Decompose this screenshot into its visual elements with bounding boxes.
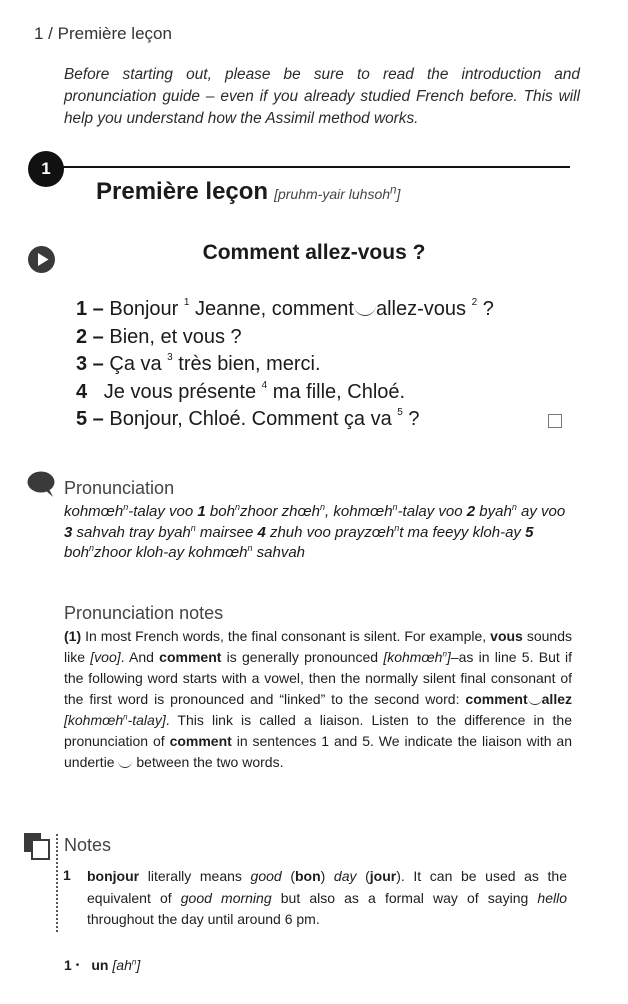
pronunciation-segment: n xyxy=(190,522,196,533)
dialogue-line-1: 1 – Bonjour $^1$ Jeanne, comment allez-vous $^2$ ? xyxy=(76,297,494,320)
note-number: 1 xyxy=(63,867,71,883)
pronunciation-segment: zhoor kloh-ay kohmœh xyxy=(94,544,248,561)
pronunciation-segment: boh xyxy=(205,503,235,520)
note-text: bonjour literally means good (bon) day (jour). It can be used as the equivalent of good morning but also as a formal way of saying hello throughout the day until around 6 pm. xyxy=(87,868,567,927)
liaison-tie xyxy=(354,305,376,316)
lesson-divider xyxy=(58,166,570,168)
pronunciation-segment: n xyxy=(234,502,240,512)
dialogue-line-3: 3 – Ça va $^3$ très bien, merci. xyxy=(76,352,321,375)
lesson-title xyxy=(96,178,400,206)
pronunciation-segment: sahvah tray byah xyxy=(72,523,191,541)
lesson-number-badge: 1 xyxy=(28,151,64,187)
pronunciation-segment: n xyxy=(123,502,129,512)
pronunciation-segment: byah xyxy=(475,503,512,520)
pronunciation-segment: ay voo xyxy=(516,503,566,520)
dialogue-lines xyxy=(76,296,494,434)
pronunciation-segment: mairsee xyxy=(195,523,258,541)
speech-bubble-icon xyxy=(26,470,56,498)
lesson-title-text: Première leçon xyxy=(96,178,269,205)
pronunciation-line-number: 3 xyxy=(64,523,73,541)
page-number: 1 xyxy=(64,957,72,973)
pronunciation-line-number: 1 xyxy=(197,503,206,520)
pronunciation-segment: sahvah xyxy=(252,544,306,561)
pronunciation-segment: zhoor zhœh xyxy=(239,503,321,520)
dialogue-line-2: 2 – Bien, et vous ? xyxy=(76,325,242,348)
dialogue-line-4: 4 Je vous présente $^4$ ma fille, Chloé. xyxy=(76,379,406,403)
pronunciation-segment: n xyxy=(511,502,517,512)
pronunciation-notes-text: (1) In most French words, the final consonant is silent. For example, vous sounds like [voo]. And comment is generally pronounced [kohmœh$^n$]–as in line 5. But if the following word starts with a vowel, then the normally silent final consonant of the first word is pronounced and “linked” to the second word: comment allez [kohmœh$^n$-talay]. This link is called a liaison. Listen to the difference in the pronunciation of comment in sentences 1 and 5. We indicate the liaison with an undertie between the two words. xyxy=(64,628,573,770)
running-head: 1 / Première leçon xyxy=(34,24,172,43)
pronunciation-segment: n xyxy=(320,502,326,512)
pronunciation-segment: zhuh voo prayzœh xyxy=(265,523,395,541)
footer-number-pronunciation: $[ah^n]$ xyxy=(112,957,141,973)
pronunciation-segment: n xyxy=(392,502,398,512)
notes-icon xyxy=(23,832,51,860)
pronunciation-text xyxy=(64,502,576,564)
undertie-sample xyxy=(118,759,132,768)
pronunciation-line-number: 5 xyxy=(525,523,534,541)
pronunciation-segment: kohmœh xyxy=(64,503,124,520)
pronunciation-segment: t ma feeyy kloh-ay xyxy=(399,523,526,541)
footer-number-word: un xyxy=(91,957,109,973)
pronunciation-segment: boh xyxy=(64,544,90,561)
pronunciation-segment: n xyxy=(247,543,253,553)
notes-dotted-rule xyxy=(56,834,58,932)
lesson-checkbox[interactable] xyxy=(548,414,562,428)
dialogue-line-5: 5 – Bonjour, Chloé. Comment ça va $^5$ ? xyxy=(76,407,420,430)
notes-heading: Notes xyxy=(64,835,112,855)
pronunciation-line-number: 4 xyxy=(257,523,266,541)
pronunciation-segment: n xyxy=(89,543,95,553)
pronunciation-segment: n xyxy=(394,522,400,533)
liaison-tie-small xyxy=(528,696,542,705)
dialogue-title: Comment allez-vous ? xyxy=(202,241,426,264)
intro-paragraph: Before starting out, please be sure to read the introduction and pronunciation guide – even if you already studied French before. This will help you understand how the Assimil method works. xyxy=(64,66,580,127)
page-footer xyxy=(64,957,140,973)
pronunciation-segment: -talay voo xyxy=(128,503,198,520)
lesson-title-pronunciation: [pruhm-yair luhsoh$^n$] xyxy=(274,183,401,202)
pronunciation-line-number: 2 xyxy=(466,503,476,520)
pronunciation-segment: -talay voo xyxy=(397,503,467,520)
pronunciation-notes-heading: Pronunciation notes xyxy=(64,603,224,623)
footer-bullet: • xyxy=(75,960,80,971)
pronunciation-segment: , kohmœh xyxy=(325,503,393,520)
pronunciation-heading: Pronunciation xyxy=(64,478,175,498)
